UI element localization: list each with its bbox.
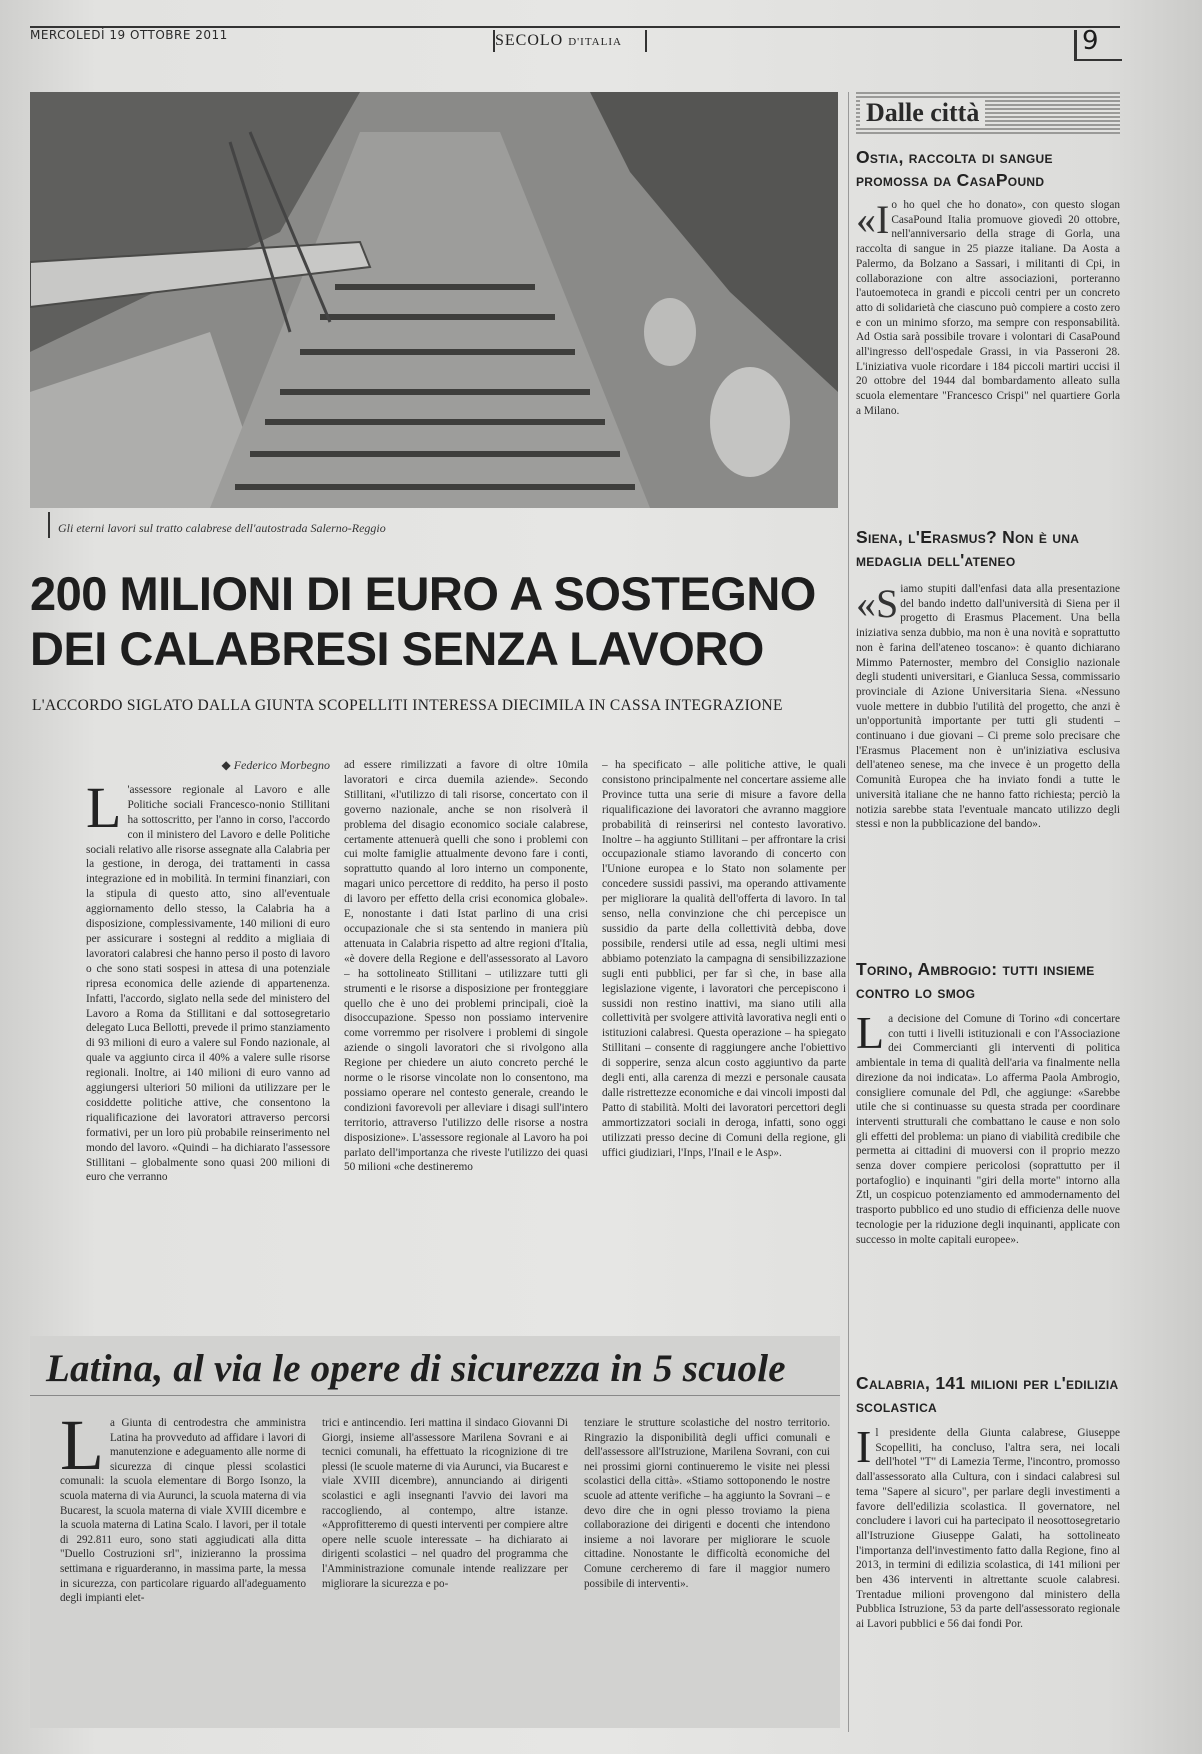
masthead-paper-title: SECOLO: [495, 32, 564, 49]
sidebar-item-lead: «I: [856, 198, 890, 242]
article-photo: [30, 92, 838, 508]
latina-article-col-1: [60, 1416, 306, 1712]
main-article-col-2: ad essere rimilizzati a favore di oltre 10mila lavoratori e circa duemila aziende». Secondo Stillitani, «l'utilizzo di tali risorse, concertato con il governo nazionale, anche se non risolverà il problema del disagio economico sociale calabrese, certamente attenuerà quelli che sono i problemi con cui molte famiglie attualmente devono fare i conti, soprattutto quando al loro interno un componente, magari unico percettore di reddito, ha perso il posto di lavoro per effetto della crisi economica globale». E, nonostante i dati Istat parlino di una crisi occupazionale che si sta sentendo in maniera più attenuata in Calabria rispetto ad altre regioni d'Italia, «è dovere della Regione e dell'assessorato al Lavoro – ha sottolineato Stillitani – utilizzare tutti gli strumenti e le risorse a disposizione per fronteggiare quello che è uno dei problemi principali, cioè la disoccupazione. Spesso non possiamo intervenire come vorremmo per risolvere i problemi di singole aziende o singoli lavoratori che si rivolgono alla Regione per chiedere un aiuto concreto perché le norme o le risorse vincolate non lo consentono, ma possiamo operare nel contesto generale, creando le condizioni favorevoli per alleviare i disagi sull'intero territorio, attraverso l'utilizzo delle risorse a nostra disposizione». L'assessore regionale al Lavoro ha poi parlato dell'importanza che riveste l'utilizzo dei quasi 50 milioni «che destineremo: [344, 759, 588, 1174]
latina-article-dropcap: L: [60, 1416, 104, 1485]
latina-title-rule: [30, 1395, 840, 1396]
sidebar-rule: [848, 92, 849, 1732]
main-headline: 200 MILIONI DI EURO A SOSTEGNO DEI CALABRESI SENZA LAVORO: [30, 567, 816, 675]
latina-article-body: [60, 1416, 830, 1712]
sidebar-item-body: [856, 198, 1120, 516]
sidebar-item-text: l presidente della Giunta calabrese, Giuseppe Scopelliti, ha concluso, l'altra sera, nei locali dell'hotel "T" di Lamezia Terme, l'incontro, promosso dall'assessorato alla Cultura, con i sindaci calabresi sul tema "Sapere al sicuro", per parlare degli investimenti a favore dell'edilizia scolastica. Il governatore, nel concludere i lavori cui ha partecipato il neosottosegretario all'Istruzione Giuseppe Galati, ha sottolineato l'importanza dell'investimento fatto dalla Regione, fino al 2013, in termini di edilizia scolastica, di 141 milioni per ben 436 interventi in altrettante scuole calabresi. Trentadue milioni provengono dal ministero della Pubblica Istruzione, 53 da parte dell'assessorato regionale ai Lavori pubblici e 56 dai fondi Por.: [856, 1427, 1120, 1631]
caption-rule: [48, 512, 50, 538]
sidebar-item-title: Ostia, raccolta di sangue promossa da CasaPound: [856, 147, 1053, 190]
latina-article-text-1: a Giunta di centrodestra che amministra Latina ha provveduto ad affidare i lavori di manutenzione e adeguamento alle norme di sicurezza di cinque plessi scolastici comunali: la scuola elementare di Borgo Isonzo, la scuola materna di via Aurunci, la scuola materna di via Bucarest, la scuola materna di viale XVIII dicembre e la scuola materna di Latina Scalo. I lavori, per il totale di 292.811 euro, sono stati aggiudicati alla ditta "Duello Costruzioni srl", inizieranno la prossima settimana e riguarderanno, in massima parte, la messa in sicurezza, con particolare riguardo all'adeguamento degli impianti elet-: [60, 1417, 306, 1605]
photo-caption: Gli eterni lavori sul tratto calabrese dell'autostrada Salerno-Reggio: [58, 521, 386, 535]
sidebar-item-text: a decisione del Comune di Torino «di concertare con tutti i livelli istituzionali e con l'Associazione dei Commercianti gli interventi di politica ambientale in tema di qualità dell'aria va finalmente nella direzione da noi indicata». Lo afferma Paola Ambrogio, consigliere comunale del Pdl, che aggiunge: «Sarebbe utile che si continuasse su questa strada per coordinare interventi strutturali che combattano le cause e non solo gli effetti del problema: un piano di viabilità credibile che permetta ai cittadini di muoversi con il proprio mezzo senza dover compiere pericolosi (soprattutto per il portafoglio) e inquinanti "giri della morte" intorno alla Ztl, un cospicuo potenziamento ed ammodernamento del trasporto pubblico ed uno studio di efficienza delle nuove tecnologie per la riduzione degli inquinanti, applicate con successo in molte capitali europee».: [856, 1013, 1120, 1246]
main-article-dropcap: L: [86, 774, 122, 840]
sidebar-item-title: Calabria, 141 milioni per l'edilizia scolastica: [856, 1373, 1119, 1416]
masthead-paper-suffix: D'ITALIA: [568, 36, 622, 48]
main-article-col-1: [86, 758, 330, 1306]
byline: ◆ Federico Morbegno: [221, 758, 330, 772]
sidebar-section-label: Dalle città: [860, 98, 985, 128]
page-number: 9: [1082, 26, 1099, 56]
sidebar-item-lead: I: [856, 1426, 872, 1472]
sidebar-item-body: [856, 1426, 1120, 1736]
masthead-paper-name: [495, 32, 622, 50]
sidebar-item-text: o ho quel che ho donato», con questo slogan CasaPound Italia promuove giovedì 20 ottobre, nell'anniversario della strage di Gorla, una raccolta di sangue in 25 piazze italiane. Da Aosta a Palermo, da Bolzano a Sassari, i militanti di Cpi, in collaborazione con altre associazioni, porteranno l'autoemoteca in grandi e piccoli centri per un concreto atto di solidarietà che ciascuno può compiere a costo zero e con un minimo sforzo, ma sempre con responsabilità. Ad Ostia sarà possibile trovare i volontari di CasaPound all'ingresso dell'ospedale Grassi, in via Passeroni 28. L'iniziativa vuole ricordare i 184 piccoli martiri uccisi il 20 ottobre del 1944 dal bombardamento alleato sulla scuola elementare "Francesco Crispi" nel quartiere Gorla a Milano.: [856, 199, 1120, 417]
latina-article-title: Latina, al via le opere di sicurezza in 5 scuole: [46, 1347, 786, 1390]
masthead-divider: [645, 30, 647, 52]
main-article-body: [86, 758, 846, 1306]
highway-construction-photo: [30, 92, 838, 508]
sidebar-item-lead: «S: [856, 582, 899, 626]
latina-article-col-2: trici e antincendio. Ieri mattina il sindaco Giovanni Di Giorgi, insieme all'assessore Marilena Sovrani e ai tecnici comunali, ha effettuato la ricognizione di tre plessi (le scuole materne di via Aurunci, via Bucarest e viale XVIII dicembre), annunciando ai dirigenti scolastici e agli insegnanti l'avvio dei lavori ma raccogliendo, al contempo, altre istanze. «Approfitteremo di questi interventi per compiere altre opere nelle scuole interessate – ha dichiarato ai dirigenti scolastici – nel quadro del programma che l'Amministrazione comunale intende realizzare per migliorare la sicurezza e po-: [322, 1417, 568, 1590]
main-subheadline: L'ACCORDO SIGLATO DALLA GIUNTA SCOPELLITI INTERESSA DIECIMILA IN CASSA INTEGRAZIONE: [32, 697, 783, 714]
sidebar-item-title: Siena, l'Erasmus? Non è una medaglia dell'ateneo: [856, 527, 1080, 570]
page-number-rule: [1074, 59, 1122, 61]
sidebar-item-lead: L: [856, 1012, 885, 1058]
page-number-bar: [1074, 30, 1077, 60]
byline-author: Federico Morbegno: [233, 758, 330, 772]
main-article-text-1: 'assessore regionale al Lavoro e alle Politiche sociali Francesco-nonio Stillitani ha sottoscritto, per l'anno in corso, l'accordo con il ministero del Lavoro e delle Politiche sociali relativo alle risorse assegnate alla Calabria per la gestione, in deroga, dei trattamenti in cassa integrazione ed in mobilità. In termini finanziari, con la stipula di questo atto, sino all'eventuale aggiornamento dello stesso, la Calabria ha a disposizione, complessivamente, 140 milioni di euro per assicurare i sostegni al reddito a migliaia di lavoratori calabresi che hanno perso il posto di lavoro o che sono stati sospesi in attesa di una potenziale ripresa economica delle aziende di appartenenza. Infatti, l'accordo, siglato nella sede del ministero del Lavoro a Roma da Stillitani e dal sottosegretario delegato Luca Bellotti, prevede il primo stanziamento di 93 milioni di euro a valere sul Fondo nazionale, al quale va aggiunto circa il 40% a valere sulle risorse regionali. Inoltre, ai 140 milioni di euro vanno ad aggiungersi ulteriori 50 milioni da utilizzare per le cosiddette politiche attive, che consentono la riqualificazione dei lavoratori attraverso percorsi formativi, per un loro più probabile reinserimento nel mondo del lavoro. «Quindi – ha dichiarato l'assessore Stillitani – globalmente sono quasi 200 milioni di euro che verranno: [86, 783, 330, 1184]
sidebar-item-text: iamo stupiti dall'enfasi data alla presentazione del bando indetto dall'università di Siena per il progetto di Erasmus Placement. Una bella iniziativa senza dubbio, ma non è una novità e soprattutto non è farina dell'ateneo toscano»: è quanto dichiarano Mimmo Paternoster, membro del Consiglio nazionale degli studenti universitari, e Gianluca Sessa, commissario provinciale di Azione Universitaria Siena. «Nessuno vuole mettere in dubbio l'utilità del progetto, che anzi è un'opportunità importante per tutti gli studenti – continuano i due giovani – Ci preme solo precisare che l'Erasmus Placement non è un'iniziativa esclusiva dell'ateneo senese, ma che invece è un progetto della Comunità Europea che ha inviato fondi a tutte le università italiane che ne hanno fatto richiesta; perciò la notizia sarebbe stata l'eventuale mancato utilizzo degli stessi e non la pubblicazione del bando».: [856, 583, 1120, 831]
sidebar-item-body: [856, 582, 1120, 942]
masthead-date: MERCOLEDÌ 19 OTTOBRE 2011: [30, 28, 228, 42]
main-article-col-3: – ha specificato – alle politiche attive, le quali consistono principalmente nel concertare assieme alle Province tutta una serie di misure a favore della riqualificazione dei lavoratori che avranno maggiore probabilità di reinserirsi nel contesto lavorativo. Inoltre – ha aggiunto Stillitani – per affrontare la crisi occupazionale stiamo lavorando di concerto con l'Unione europea e lo Stato non solamente per concedere sussidi passivi, ma operando attivamente per migliorare la qualità dell'offerta di lavoro. In tal senso, nella convinzione che chi percepisce un sussidio da parte della collettività debba, dove possibile, rendersi utile ad essa, negli ultimi mesi abbiamo potenziato la campagna di sensibilizzazione sugli enti pubblici, per far sì che, in base alla legislazione vigente, i lavoratori che percepiscono i sussidi non restino inattivi, ma siano utili alla collettività per svolgere attività lavorativa negli enti o istituzioni calabresi. Questa operazione – ha spiegato Stillitani – consente di raggiungere anche l'obiettivo di sopperire, senza alcun costo aggiuntivo da parte degli enti, alla carenza di mezzi e personale causata dalle ristrettezze economiche e dai vincoli imposti dal Patto di stabilità. Molti dei lavoratori percettori degli ammortizzatori sociali in deroga, infatti, sono oggi utilizzati presso decine di Comuni della regione, gli uffici giudiziari, l'Inps, l'Inail e le Asp».: [602, 759, 846, 1159]
sidebar-item-body: [856, 1012, 1120, 1360]
sidebar-item-title: Torino, Ambrogio: tutti insieme contro lo smog: [856, 959, 1095, 1002]
latina-article-col-3: tenziare le strutture scolastiche del nostro territorio. Ringrazio la disponibilità degli uffici comunali e dell'assessore all'Istruzione, Marilena Sovrani, con cui nei prossimi giorni continueremo le visite nei plessi scolastici della città». «Stiamo sottoponendo le nostre scuole ad attente verifiche – ha aggiunto la Sovrani – e devo dire che in ogni plesso troviamo la piena collaborazione dei dirigenti e docenti che intendono insieme a noi lavorare per migliorare le scuole cittadine. Nonostante le difficoltà economiche del Comune cercheremo di fare il maggior numero possibile di interventi».: [584, 1417, 830, 1590]
